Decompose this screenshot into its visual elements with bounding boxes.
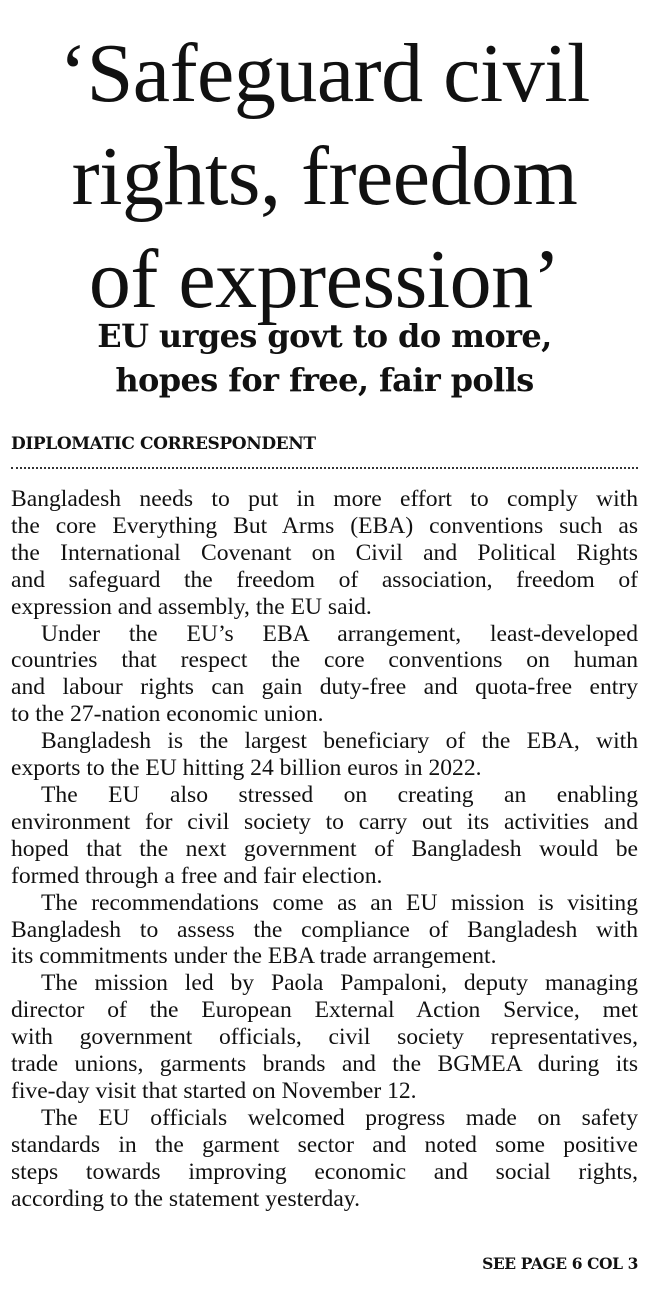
text-line: expression and assembly, the EU said. — [11, 593, 372, 620]
dotted-divider — [11, 467, 638, 469]
headline — [0, 22, 649, 331]
article-body — [11, 486, 638, 1212]
text-line: trade unions, garments brands and the BGMEA during its — [11, 1051, 638, 1078]
text-line: its commitments under the EBA trade arrangement. — [11, 943, 497, 970]
text-line: Bangladesh to assess the compliance of Bangladesh with — [11, 916, 638, 943]
article-paragraph — [11, 621, 638, 729]
headline-line: of expression’ — [88, 233, 561, 326]
continuation-reference: SEE PAGE 6 COL 3 — [482, 1254, 638, 1273]
text-line: the International Covenant on Civil and Political Rights — [11, 539, 638, 566]
article-paragraph — [11, 782, 638, 890]
text-line: the core Everything But Arms (EBA) conventions such as — [11, 512, 638, 539]
article-paragraph — [11, 728, 638, 782]
headline-line: rights, freedom — [71, 130, 578, 223]
text-line: The EU also stressed on creating an enabling — [41, 781, 638, 808]
text-line: with government officials, civil society representatives, — [11, 1024, 638, 1051]
text-line: and safeguard the freedom of association, freedom of — [11, 566, 638, 593]
text-line: director of the European External Action Service, met — [11, 997, 638, 1024]
text-line: exports to the EU hitting 24 billion euros in 2022. — [11, 755, 482, 782]
text-line: environment for civil society to carry out its activities and — [11, 808, 638, 835]
text-line: The EU officials welcomed progress made on safety — [41, 1104, 638, 1131]
article-paragraph — [11, 970, 638, 1105]
text-line: Under the EU’s EBA arrangement, least-developed — [41, 620, 638, 647]
text-line: steps towards improving economic and social rights, — [11, 1158, 638, 1185]
text-line: to the 27-nation economic union. — [11, 701, 324, 728]
text-line: Bangladesh needs to put in more effort to comply with — [11, 486, 638, 512]
text-line: countries that respect the core conventions on human — [11, 647, 638, 674]
text-line: hoped that the next government of Bangladesh would be — [11, 835, 638, 862]
article-paragraph — [11, 890, 638, 971]
text-line: Bangladesh is the largest beneficiary of the EBA, with — [41, 728, 638, 755]
subheadline-line: hopes for free, fair polls — [115, 361, 534, 399]
text-line: formed through a free and fair election. — [11, 862, 383, 889]
text-line: standards in the garment sector and noted some positive — [11, 1131, 638, 1158]
article-paragraph — [11, 1105, 638, 1213]
text-line: The mission led by Paola Pampaloni, deputy managing — [41, 970, 638, 997]
text-line: The recommendations come as an EU mission is visiting — [41, 889, 638, 916]
article-paragraph — [11, 486, 638, 621]
headline-line: ‘Safeguard civil — [59, 27, 590, 120]
subheadline-line: EU urges govt to do more, — [97, 317, 552, 355]
text-line: according to the statement yesterday. — [11, 1185, 360, 1212]
subheadline — [0, 314, 649, 402]
byline: DIPLOMATIC CORRESPONDENT — [11, 434, 316, 454]
text-line: and labour rights can gain duty-free and quota-free entry — [11, 674, 638, 701]
text-line: five-day visit that started on November 12. — [11, 1077, 417, 1104]
